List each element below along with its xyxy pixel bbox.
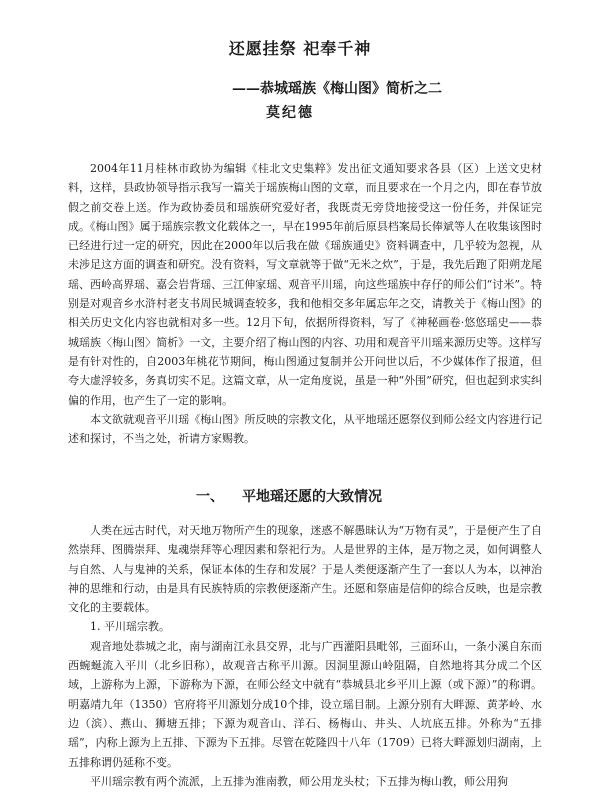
subsection-heading: 1. 平川瑶宗教。 [90,620,170,634]
intro-paragraph: 2004年11月桂林市政协为编辑《桂北文史集粹》发出征文通知要求各县（区）上送文史材料，这样，县政协领导指示我写一篇关于瑶族梅山图的文章，而且要求在一个月之内，即在春节放假之前交卷上送。作为政协委员和瑶族研究爱好者，我既责无旁贷地接受这一份任务，并保证完成。《梅山图》属于瑶族宗教文化载体之一，早在1995年前后原县档案局长俸斌等人在收集该图时已经进行过一定的研究，因此在2000年以后我在做《瑶族通史》资料调查中，几乎较为忽视，从未涉足这方面的调查和研究。没有资料，写文章就等于做“无米之炊”，于是，我先后跑了阳朔龙尾瑶、西岭高界瑶、嘉会岩背瑶、三江伸家瑶、观音平川瑶，向这些瑶族中存仔的师公们“讨米”。特别是对观音乡水浒村老支书周民城调查较多，我和他相交多年属忘年之交，请教关于《梅山图》的相关历史文化内容也就相对多一些。12月下旬，依据所得资料，写了《神秘画卷·悠悠瑶史——恭城瑶族〈梅山图〉简析》一文，主要介绍了梅山图的内容、功用和观音平川瑶来源历史等。这样写是有针对性的，自2003年桃花节期间，梅山图通过复制并公开问世以后，不少媒体作了报道，但夸大虚浮较多，务真切实不足。这篇文章，从一定角度说，虽是一种“外围”研究，但也起到求实纠偏的作用，也产生了一定的影响。 [68,162,542,407]
article-subtitle: ——恭城瑶族《梅山图》简析之二 [232,81,442,97]
section-number: 一、 [196,489,224,505]
section-heading [196,486,382,506]
section-heading-text: 平地瑶还愿的大致情况 [242,489,382,505]
article-title: 还愿挂祭 祀奉千神 [228,39,372,58]
section-paragraph: 人类在远古时代，对天地万物所产生的现象，迷惑不解愚昧认为“万物有灵”，于是便产生了自然崇拜、图腾崇拜、鬼魂崇拜等心理因素和祭祀行为。人是世界的主体，是万物之灵，如何调整人与自然、人与鬼神的关系，保证本体的生存和发展？于是人类便逐渐产生了一套以人为本，以神治神的思维和行动，由是具有民族特质的宗教便逐渐产生。还愿和祭庙是信仰的综合反映，也是宗教文化的主要载体。 [68,524,542,615]
intro-section [68,159,542,448]
subsection-paragraph: 观音地处恭城之北，南与湖南江永县交界，北与广西灌阳县毗邻，三面环山，一条小溪自东而西蜿蜒流入平川（北乡旧称），故观音古称平川源。因洞里源山岭阻隔，自然地将其分成二个区域，上游称为上源，下游称为下源，在师公经文中就有“恭城县北乡平川上源（或下源）”的称谓。明嘉靖九年（1350）官府将平川源划分成10个排，设立瑶目制。上源分别有大畔源、黄茅岭、水边（滨）、燕山、狮塘五排；下源为观音山、洋石、杨梅山、井头、人坑底五排。外称为“五排瑶”，内称上源为上五排、下源为下五排。尽管在乾隆四十八年（1709）已将大畔源划归湖南，上五排称谓仍延称不变。 [68,639,542,769]
intro-paragraph: 本文欲就观音平川瑶《梅山图》所反映的宗教文化，从平地瑶还愿祭仪到师公经文内容进行记述和探讨，不当之处，祈请方家赐教。 [68,412,542,446]
section-body [68,521,542,791]
article-author: 莫纪德 [266,105,314,121]
subsection-paragraph: 平川瑶宗教有两个流派，上五排为淮南教，师公用龙头杖；下五排为梅山教，师公用狗 [90,774,508,788]
